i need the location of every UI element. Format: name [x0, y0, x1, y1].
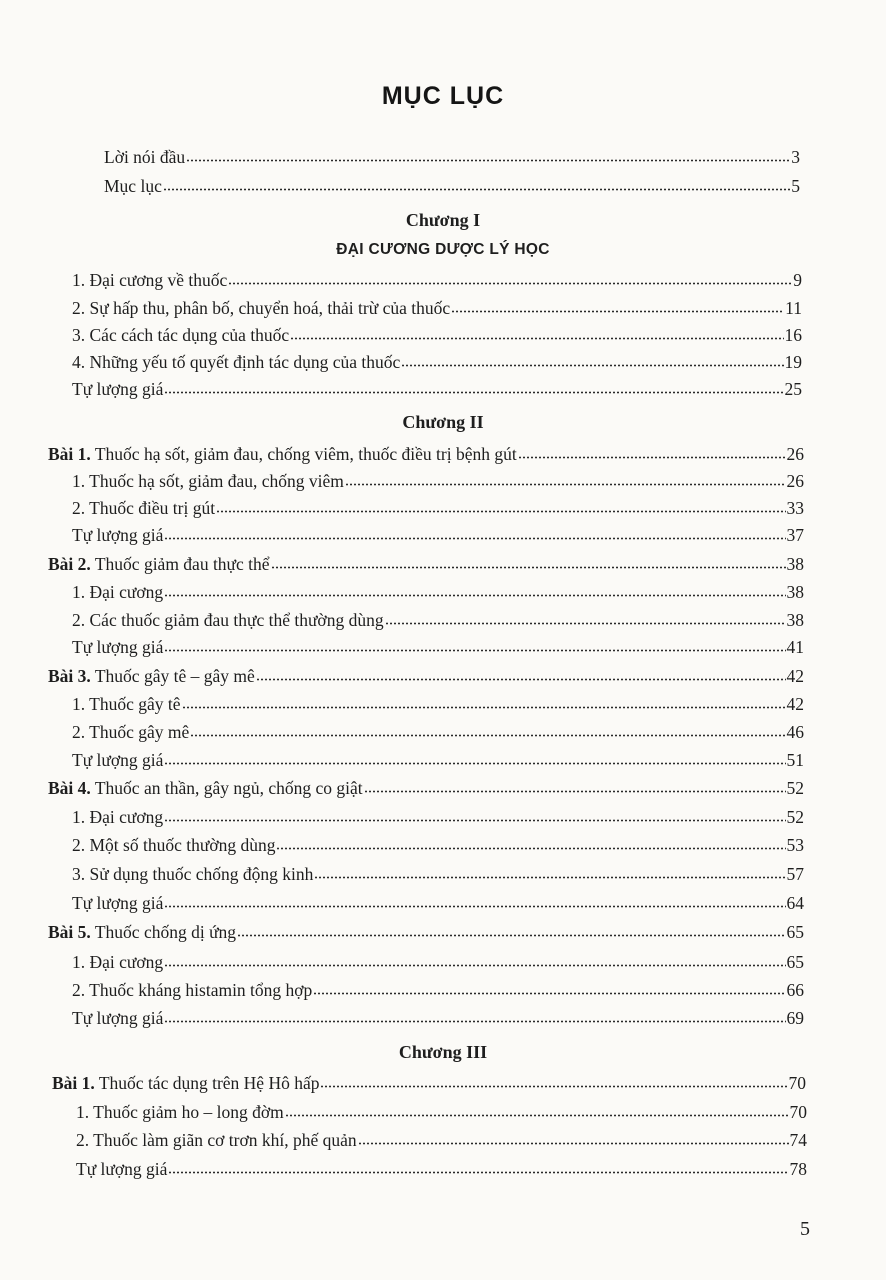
leader-dots — [345, 483, 786, 486]
toc-entry-label: 1. Đại cương — [72, 807, 164, 827]
toc-entry — [72, 581, 804, 603]
toc-entry-label: 3. Các cách tác dụng của thuốc — [72, 325, 290, 345]
toc-entry-page: 65 — [786, 922, 804, 942]
lesson-number: Bài 4. — [48, 778, 91, 798]
toc-entry-page: 38 — [786, 554, 804, 574]
toc-entry-page: 51 — [786, 750, 804, 770]
toc-entry-label: Mục lục — [104, 176, 162, 196]
leader-dots — [164, 594, 785, 597]
toc-entry-page: 37 — [786, 525, 804, 545]
toc-entry-page: 38 — [786, 582, 804, 602]
lesson-number: Bài 1. — [52, 1073, 95, 1093]
lesson-number: Bài 3. — [48, 666, 91, 686]
toc-entry-page: 74 — [789, 1130, 807, 1150]
leader-dots — [358, 1142, 789, 1145]
page-title: MỤC LỤC — [381, 82, 505, 110]
toc-entry-page: 66 — [786, 980, 804, 1000]
toc-lesson-entry — [48, 553, 804, 575]
toc-entry-page: 3 — [791, 147, 800, 167]
toc-entry — [72, 951, 804, 973]
leader-dots — [164, 905, 785, 908]
toc-entry — [72, 636, 804, 658]
toc-entry-label: 2. Sự hấp thu, phân bố, chuyển hoá, thải trừ của thuốc — [72, 298, 451, 318]
leader-dots — [256, 678, 786, 681]
leader-dots — [216, 510, 785, 513]
toc-entry-label: 1. Đại cương — [72, 952, 164, 972]
chapter-subtitle: ĐẠI CƯƠNG DƯỢC LÝ HỌC — [336, 241, 550, 258]
toc-entry — [72, 749, 804, 771]
leader-dots — [164, 762, 785, 765]
lesson-number: Bài 1. — [48, 444, 91, 464]
toc-entry-label: Bài 1. Thuốc tác dụng trên Hệ Hô hấp — [52, 1073, 320, 1093]
toc-entry-label: 1. Đại cương về thuốc — [72, 270, 228, 290]
toc-entry-label: Bài 5. Thuốc chống dị ứng — [48, 922, 237, 942]
toc-entry-label: 2. Các thuốc giảm đau thực thể thường dùng — [72, 610, 384, 630]
toc-entry-page: 53 — [786, 835, 804, 855]
toc-entry-page: 57 — [786, 864, 804, 884]
toc-entry — [72, 470, 804, 492]
leader-dots — [164, 819, 785, 822]
leader-dots — [186, 159, 790, 162]
toc-entry — [76, 1158, 807, 1180]
leader-dots — [518, 456, 786, 459]
toc-entry-label: Bài 3. Thuốc gây tê – gây mê — [48, 666, 255, 686]
leader-dots — [314, 876, 785, 879]
toc-entry — [72, 834, 804, 856]
toc-entry-label: Lời nói đầu — [104, 147, 186, 167]
toc-entry-page: 52 — [786, 807, 804, 827]
toc-entry — [104, 175, 800, 197]
toc-entry-page: 70 — [789, 1102, 807, 1122]
toc-entry-label: 2. Thuốc làm giãn cơ trơn khí, phế quản — [76, 1130, 357, 1150]
toc-entry-label: 2. Thuốc điều trị gút — [72, 498, 216, 518]
toc-entry-label: Tự lượng giá — [72, 379, 164, 399]
toc-entry-page: 69 — [786, 1008, 804, 1028]
leader-dots — [164, 649, 785, 652]
toc-lesson-entry — [48, 443, 804, 465]
toc-entry — [72, 1007, 804, 1029]
toc-entry-page: 42 — [786, 694, 804, 714]
toc-entry — [72, 892, 804, 914]
leader-dots — [164, 1020, 785, 1023]
toc-entry-label: Tự lượng giá — [72, 750, 164, 770]
toc-entry-label: 3. Sử dụng thuốc chống động kinh — [72, 864, 314, 884]
toc-entry-label: 1. Đại cương — [72, 582, 164, 602]
toc-entry-label: 2. Một số thuốc thường dùng — [72, 835, 276, 855]
toc-entry-label: 2. Thuốc kháng histamin tổng hợp — [72, 980, 313, 1000]
leader-dots — [271, 566, 786, 569]
toc-entry-label: 4. Những yếu tố quyết định tác dụng của thuốc — [72, 352, 401, 372]
toc-entry — [72, 863, 804, 885]
toc-entry-label: 1. Thuốc hạ sốt, giảm đau, chống viêm — [72, 471, 344, 491]
toc-entry-page: 33 — [786, 498, 804, 518]
toc-entry — [72, 721, 804, 743]
toc-entry — [72, 378, 802, 400]
toc-entry — [72, 497, 804, 519]
toc-entry — [72, 806, 804, 828]
toc-entry — [72, 979, 804, 1001]
toc-entry-page: 52 — [786, 778, 804, 798]
toc-entry-page: 78 — [789, 1159, 807, 1179]
toc-entry-page: 11 — [785, 298, 802, 318]
toc-entry-page: 26 — [786, 444, 804, 464]
leader-dots — [182, 706, 786, 709]
leader-dots — [164, 964, 785, 967]
chapter-heading: Chương II — [402, 412, 484, 432]
toc-entry-page: 5 — [791, 176, 800, 196]
leader-dots — [164, 391, 783, 394]
toc-entry — [72, 693, 804, 715]
chapter-heading: Chương I — [405, 210, 481, 230]
toc-entry — [72, 324, 802, 346]
toc-entry — [72, 609, 804, 631]
toc-lesson-entry — [52, 1072, 806, 1094]
toc-entry-page: 41 — [786, 637, 804, 657]
toc-entry — [104, 146, 800, 168]
toc-entry-page: 46 — [786, 722, 804, 742]
toc-entry-label: Tự lượng giá — [72, 893, 164, 913]
leader-dots — [168, 1171, 788, 1174]
toc-entry-page: 26 — [786, 471, 804, 491]
toc-entry-label: Tự lượng giá — [76, 1159, 168, 1179]
leader-dots — [190, 734, 785, 737]
toc-lesson-entry — [48, 665, 804, 687]
leader-dots — [320, 1085, 787, 1088]
leader-dots — [276, 847, 785, 850]
toc-entry — [72, 269, 802, 291]
leader-dots — [313, 992, 785, 995]
toc-entry — [72, 297, 802, 319]
toc-entry-label: Bài 1. Thuốc hạ sốt, giảm đau, chống viêm, thuốc điều trị bệnh gút — [48, 444, 517, 464]
leader-dots — [285, 1114, 789, 1117]
toc-lesson-entry — [48, 777, 804, 799]
leader-dots — [163, 188, 790, 191]
toc-entry-page: 64 — [786, 893, 804, 913]
toc-entry-page: 65 — [786, 952, 804, 972]
toc-entry-page: 42 — [786, 666, 804, 686]
chapter-heading: Chương III — [398, 1042, 488, 1062]
leader-dots — [401, 364, 783, 367]
toc-entry-page: 25 — [784, 379, 802, 399]
leader-dots — [290, 337, 783, 340]
leader-dots — [237, 934, 785, 937]
page-number: 5 — [800, 1218, 810, 1240]
toc-entry-label: Bài 4. Thuốc an thần, gây ngủ, chống co giật — [48, 778, 363, 798]
toc-entry-page: 16 — [784, 325, 802, 345]
leader-dots — [164, 537, 785, 540]
toc-entry-page: 38 — [786, 610, 804, 630]
toc-entry-label: Tự lượng giá — [72, 637, 164, 657]
toc-entry-page: 70 — [788, 1073, 806, 1093]
leader-dots — [364, 790, 786, 793]
toc-entry-label: 1. Thuốc gây tê — [72, 694, 181, 714]
toc-entry-page: 9 — [793, 270, 802, 290]
leader-dots — [228, 282, 792, 285]
leader-dots — [385, 622, 786, 625]
toc-entry-label: Tự lượng giá — [72, 1008, 164, 1028]
lesson-number: Bài 2. — [48, 554, 91, 574]
toc-entry-label: Bài 2. Thuốc giảm đau thực thể — [48, 554, 270, 574]
toc-entry-label: 2. Thuốc gây mê — [72, 722, 190, 742]
toc-entry — [76, 1129, 807, 1151]
toc-entry-label: Tự lượng giá — [72, 525, 164, 545]
toc-entry-page: 19 — [784, 352, 802, 372]
leader-dots — [451, 310, 784, 313]
toc-entry — [72, 524, 804, 546]
toc-entry — [76, 1101, 807, 1123]
toc-entry-label: 1. Thuốc giảm ho – long đờm — [76, 1102, 284, 1122]
toc-lesson-entry — [48, 921, 804, 943]
lesson-number: Bài 5. — [48, 922, 91, 942]
toc-entry — [72, 351, 802, 373]
